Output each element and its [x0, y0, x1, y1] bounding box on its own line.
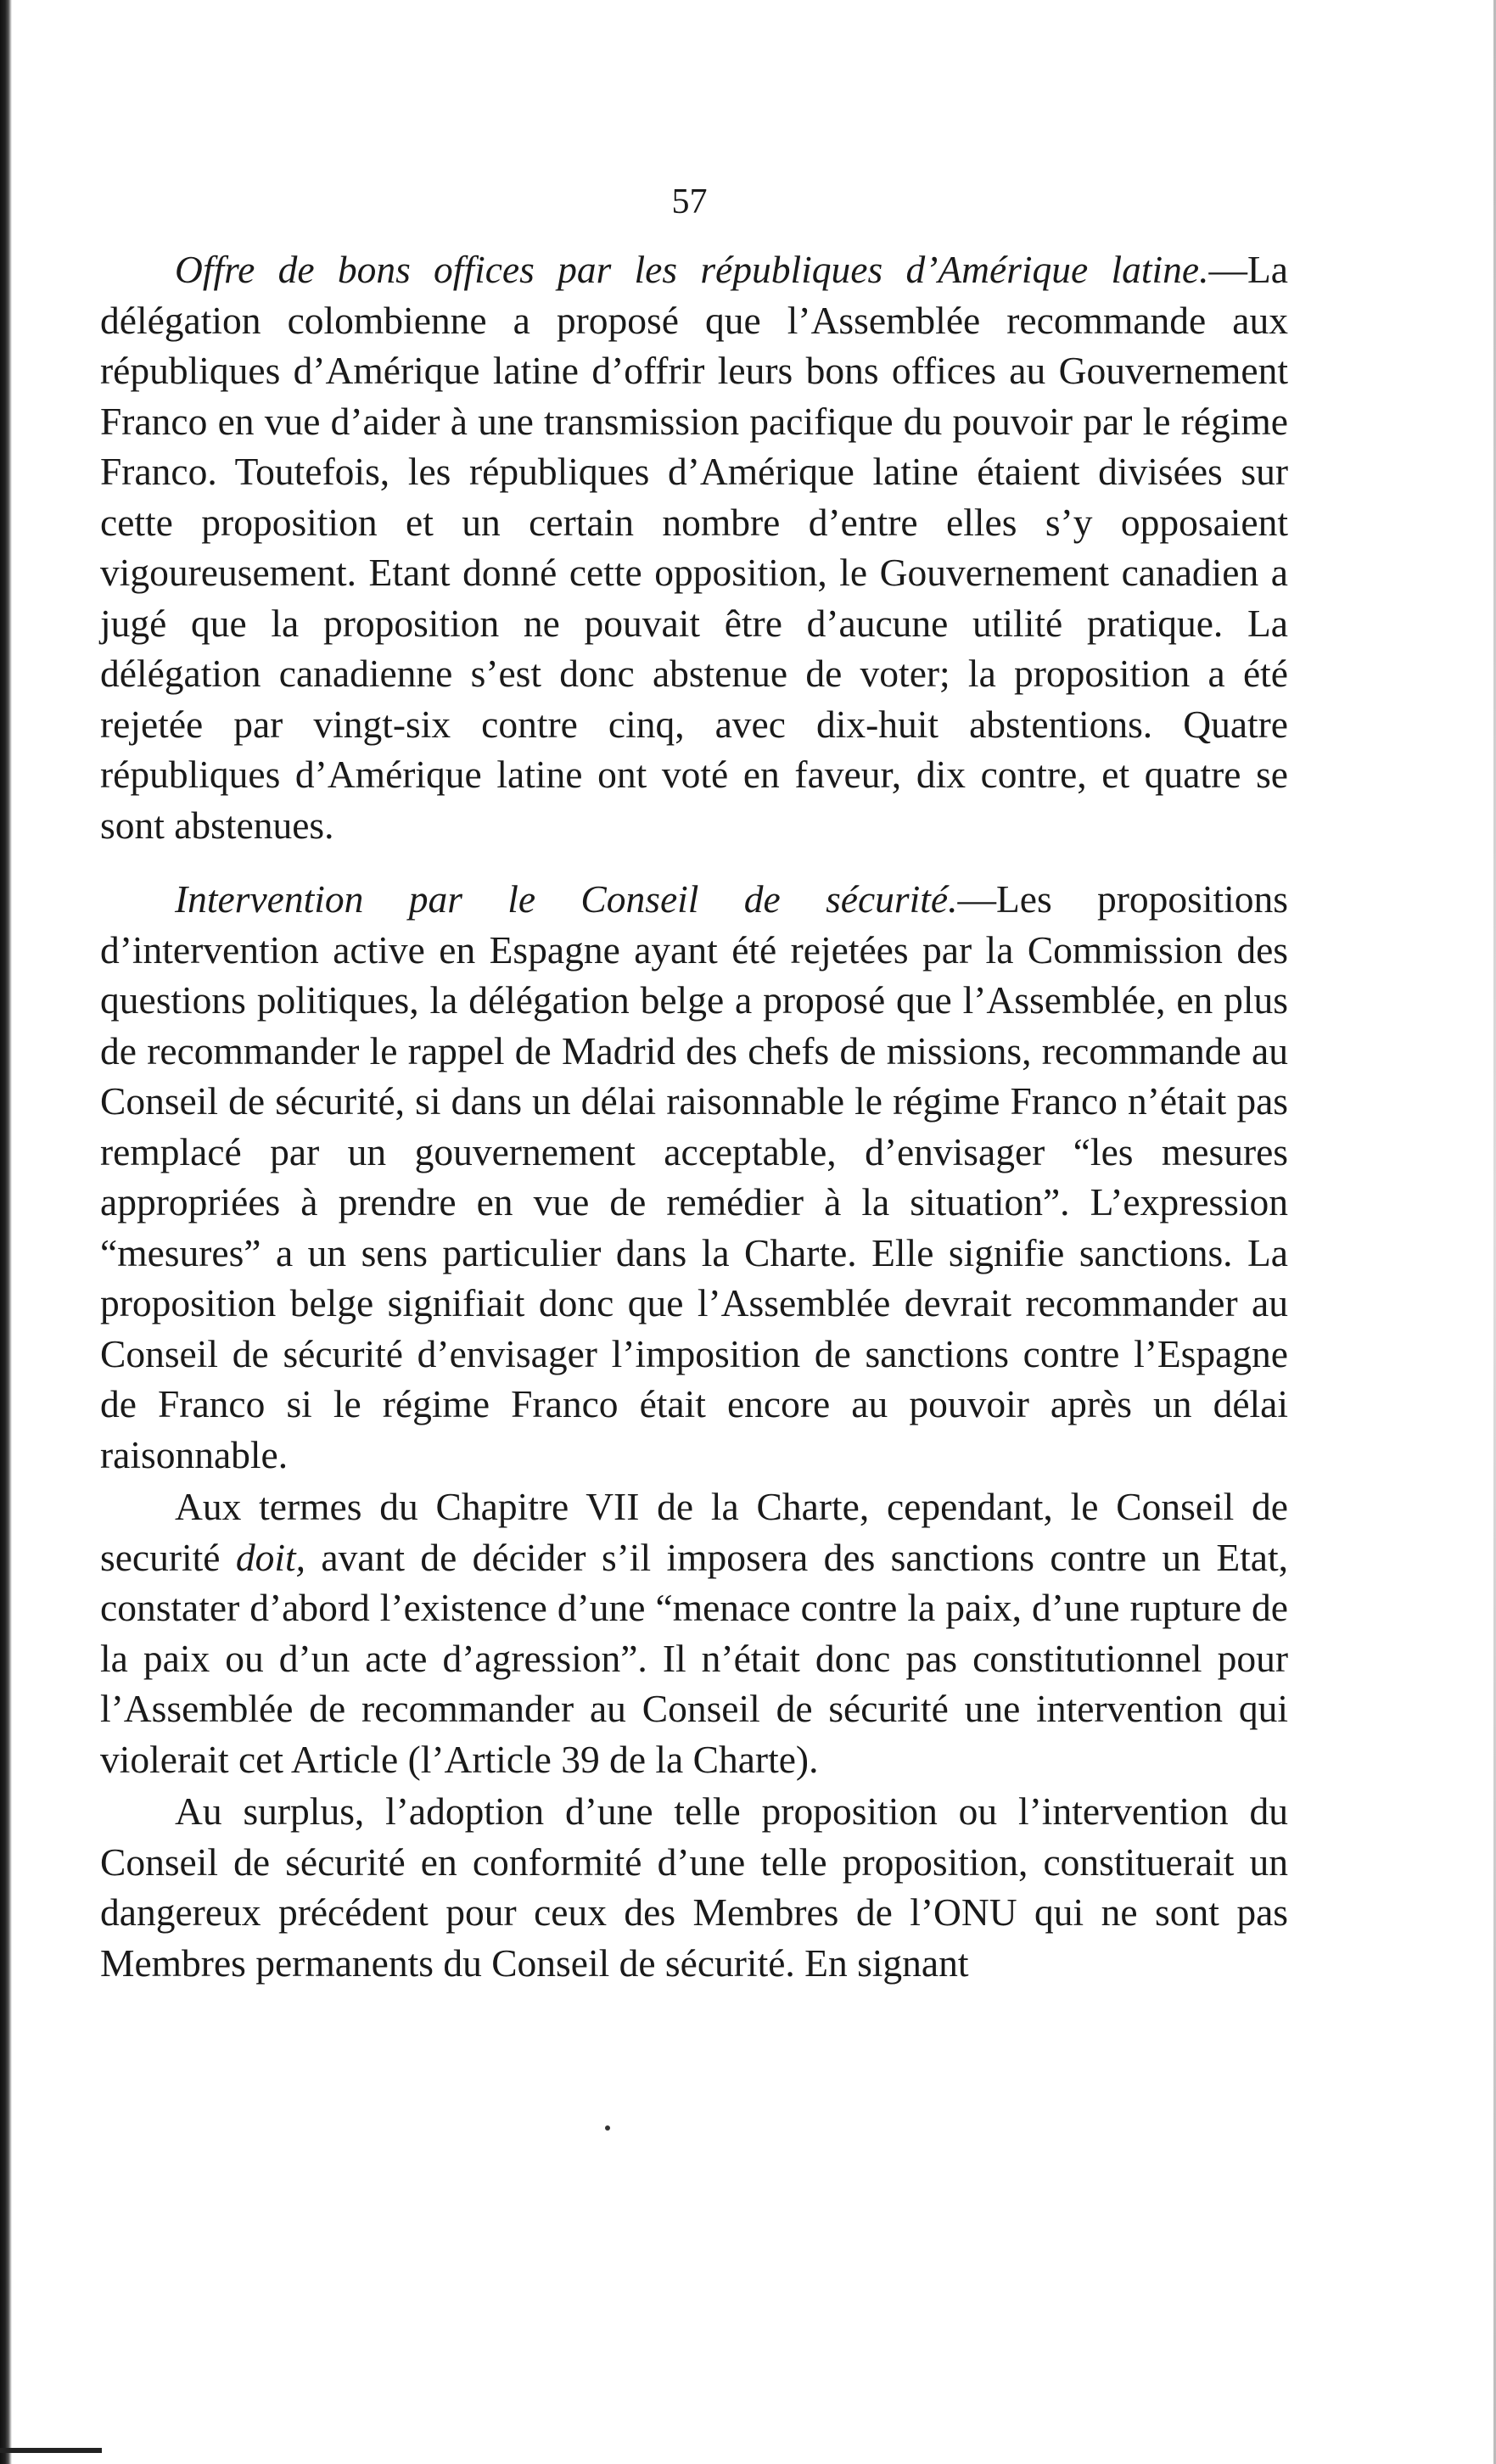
scan-bottom-mark	[0, 2448, 102, 2453]
scan-speck	[605, 2125, 610, 2131]
paragraph-text: —La délégation colombienne a proposé que l’Assemblée recommande aux républiques d’Amérique latine d’offrir leurs bons offices au Gouvernement Franco en vue d’aider à une transmission pacifique du pouvoir par le régime Franco. Toutefois, les républiques d’Amérique latine étaient divisées sur cette proposition et un certain nombre d’entre elles s’y opposaient vigoureusement. Etant donné cette opposition, le Gouvernement canadien a jugé que la proposition ne pouvait être d’aucune utilité pratique. La délégation canadienne s’est donc abstenue de voter; la proposition a été rejetée par vingt-six contre cinq, avec dix-huit abstentions. Quatre républiques d’Amérique latine ont voté en faveur, dix contre, et quatre se sont abstenues.	[100, 248, 1288, 847]
paragraph-heading: Intervention par le Conseil de sécurité.	[175, 877, 958, 921]
paragraph-text: Au surplus, l’adoption d’une telle proposition ou l’intervention du Conseil de sécurité en conformité d’une telle proposition, constituerait un dangereux précédent pour ceux des Membres de l’ONU qui ne sont pas Membres permanents du Conseil de sécurité. En signant	[100, 1789, 1288, 1985]
paragraph-bons-offices	[100, 244, 1288, 850]
scan-binding-edge	[0, 0, 12, 2464]
paragraph-text: —Les propositions d’intervention active en Espagne ayant été rejetées par la Commission des questions politiques, la délégation belge a proposé que l’Assemblée, en plus de recommander le rappel de Madrid des chefs de missions, recommande au Conseil de sécurité, si dans un délai raisonnable le régime Franco n’était pas remplacé par un gouvernement acceptable, d’envisager “les mesures appropriées à prendre en vue de remédier à la situation”. L’expression “mesures” a un sens particulier dans la Charte. Elle signifie sanctions. La proposition belge signifiait donc que l’Assemblée devrait recommander au Conseil de sécurité d’envisager l’imposition de sanctions contre l’Espagne de Franco si le régime Franco était encore au pouvoir après un délai raisonnable.	[100, 877, 1289, 1476]
paragraph-chapitre-vii	[100, 1481, 1288, 1784]
paragraph-au-surplus	[100, 1786, 1288, 1988]
paragraph-text: Aux termes du Chapitre VII de la Charte, cependant, le Conseil de securité	[100, 1485, 1288, 1579]
paragraph-heading: Offre de bons offices par les républiques d’Amérique latine.	[175, 248, 1209, 291]
paragraph-intervention	[100, 874, 1288, 1480]
paragraph-text: avant de décider s’il imposera des sanctions contre un Etat, constater d’abord l’existence d’une “menace contre la paix, d’une rupture de la paix ou d’un acte d’agression”. Il n’était donc pas constitutionnel pour l’Assemblée de recommander au Conseil de sécurité une intervention qui violerait cet Article (l’Article 39 de la Charte).	[100, 1535, 1288, 1781]
page-body	[100, 244, 1288, 1988]
emphasis-word: doit,	[235, 1535, 306, 1579]
page-number: 57	[671, 182, 708, 221]
